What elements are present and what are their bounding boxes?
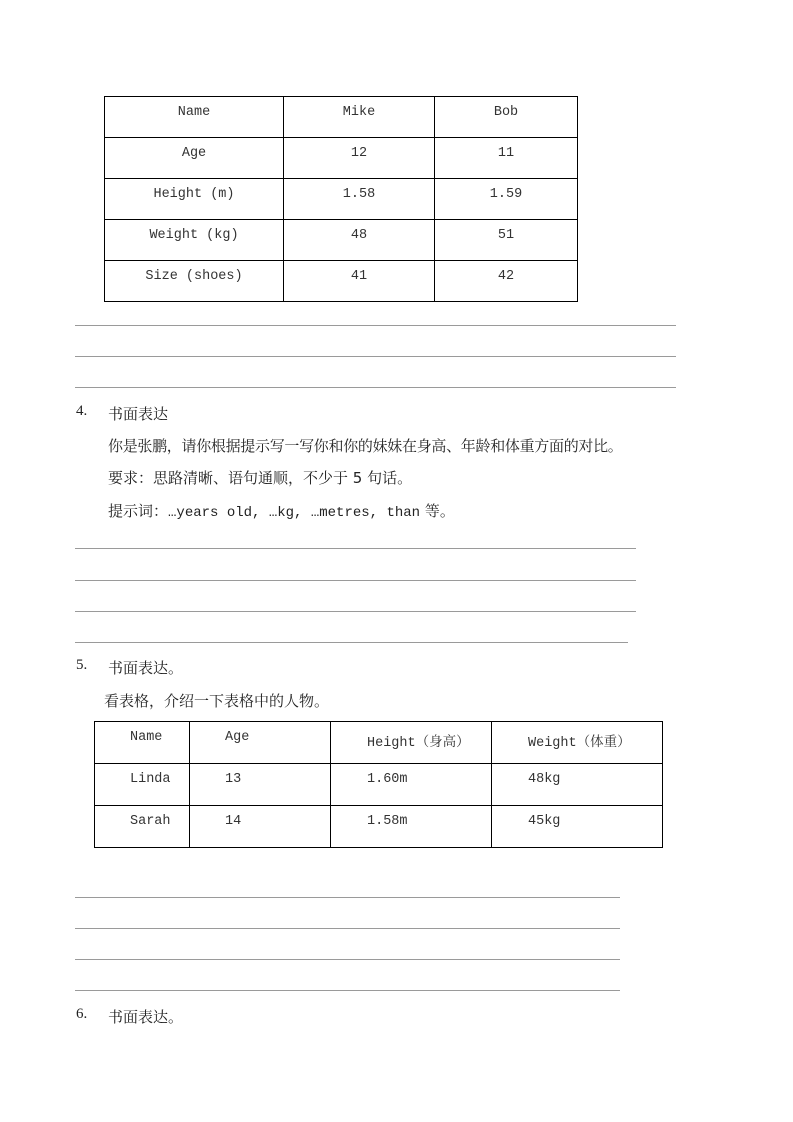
question-prompt: 你是张鹏，请你根据提示写一写你和你的妹妹在身高、年龄和体重方面的对比。 — [108, 437, 623, 455]
table-cell: 1.58m — [331, 806, 492, 848]
table-row — [105, 220, 578, 261]
table-cell: Age — [190, 722, 331, 764]
question-title: 书面表达 — [108, 405, 169, 423]
table-cell: Weight (kg) — [105, 220, 284, 261]
question-number: 6. — [76, 1006, 88, 1022]
table-cell: Name — [95, 722, 190, 764]
table-row — [95, 764, 663, 806]
hint-suffix: 等。 — [424, 502, 455, 520]
table-cell: Name — [105, 97, 284, 138]
table-cell: 14 — [190, 806, 331, 848]
table-cell: 48kg — [492, 764, 663, 806]
question-number: 4. — [76, 403, 88, 419]
answer-line[interactable] — [75, 580, 636, 581]
table-cell: Height (m) — [105, 179, 284, 220]
table-cell: Age — [105, 138, 284, 179]
people-table — [94, 721, 663, 848]
answer-line[interactable] — [75, 959, 620, 960]
answer-line[interactable] — [75, 548, 636, 549]
table-cell: 12 — [284, 138, 435, 179]
answer-line[interactable] — [75, 642, 628, 643]
table-cell: 1.59 — [435, 179, 578, 220]
comparison-table-mike-bob — [104, 96, 578, 302]
table-header-row — [105, 97, 578, 138]
table-cell: 45kg — [492, 806, 663, 848]
table-cell: 42 — [435, 261, 578, 302]
table-header-row — [95, 722, 663, 764]
table-cell: Size (shoes) — [105, 261, 284, 302]
table-cell: Linda — [95, 764, 190, 806]
question-title: 书面表达。 — [108, 659, 184, 677]
answer-line[interactable] — [75, 897, 620, 898]
table-row — [105, 138, 578, 179]
question-prompt: 看表格，介绍一下表格中的人物。 — [104, 692, 330, 710]
table-cell: 1.60m — [331, 764, 492, 806]
answer-line[interactable] — [75, 356, 676, 357]
answer-line[interactable] — [75, 928, 620, 929]
answer-line[interactable] — [75, 325, 676, 326]
question-number: 5. — [76, 657, 88, 673]
table-cell: Bob — [435, 97, 578, 138]
table-row — [105, 179, 578, 220]
table-cell: Height（身高） — [331, 722, 492, 764]
table-cell: 48 — [284, 220, 435, 261]
question-requirement: 要求：思路清晰、语句通顺，不少于 5 句话。 — [108, 469, 413, 487]
table-cell: Weight（体重） — [492, 722, 663, 764]
table-cell: 41 — [284, 261, 435, 302]
table-cell: Mike — [284, 97, 435, 138]
table-cell: 11 — [435, 138, 578, 179]
table-row — [105, 261, 578, 302]
table-cell: 1.58 — [284, 179, 435, 220]
hint-words: …years old, …kg, …metres, than — [168, 505, 421, 521]
hint-label: 提示词： — [108, 502, 169, 520]
table-row — [95, 806, 663, 848]
table-cell: Sarah — [95, 806, 190, 848]
question-hint — [108, 500, 455, 521]
answer-line[interactable] — [75, 387, 676, 388]
answer-line[interactable] — [75, 990, 620, 991]
table-cell: 13 — [190, 764, 331, 806]
answer-line[interactable] — [75, 611, 636, 612]
table-cell: 51 — [435, 220, 578, 261]
question-title: 书面表达。 — [108, 1008, 184, 1026]
